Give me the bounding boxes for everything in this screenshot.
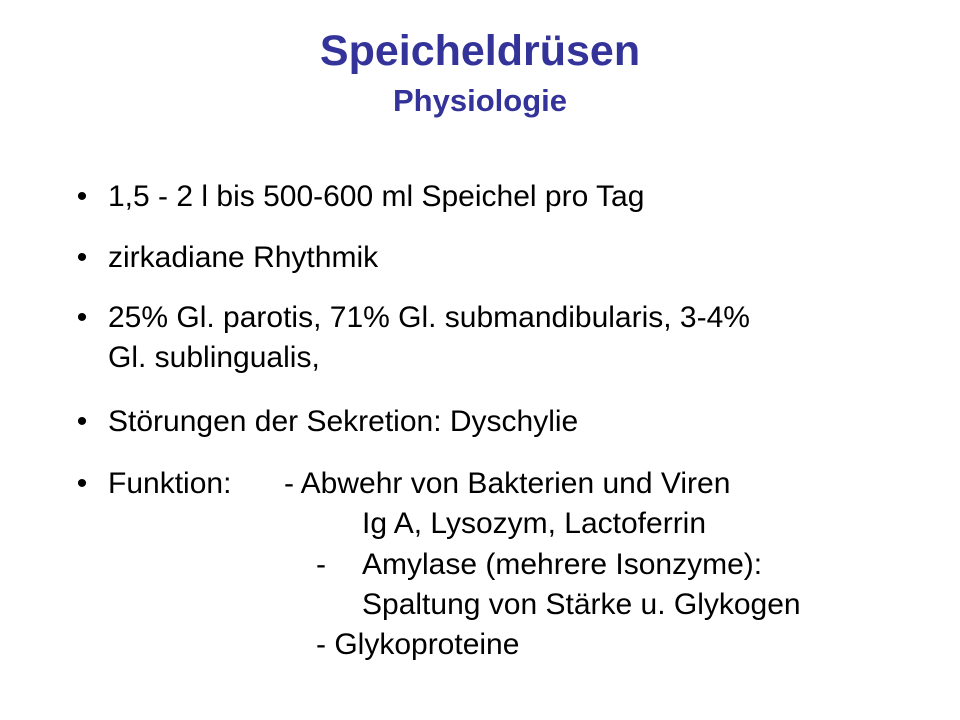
function-item-glycoproteins: - Glykoproteine [316, 628, 520, 661]
bullet-text: zirkadiane Rhythmik [108, 241, 379, 274]
bullet-dot-icon: • [76, 301, 88, 334]
function-label: Funktion: [108, 467, 232, 500]
bullet-text-line-1: 25% Gl. parotis, 71% Gl. submandibularis, 3-4% [108, 301, 750, 334]
bullet-text-line-2: Gl. sublingualis, [108, 341, 320, 374]
function-item-amylase-dash: - [316, 548, 326, 581]
bullet-dot-icon: • [76, 241, 88, 274]
bullet-dot-icon: • [76, 180, 88, 213]
bullet-text: Störungen der Sekretion: Dyschylie [108, 405, 579, 438]
function-item-defense-detail: Ig A, Lysozym, Lactoferrin [362, 507, 707, 540]
bullet-dot-icon: • [76, 467, 88, 500]
function-item-defense: - Abwehr von Bakterien und Viren [284, 467, 731, 500]
bullet-text: 1,5 - 2 l bis 500-600 ml Speichel pro Tag [108, 180, 645, 213]
slide-subtitle: Physiologie [393, 83, 567, 118]
bullet-dot-icon: • [76, 405, 88, 438]
function-item-amylase: Amylase (mehrere Isonzyme): [362, 548, 763, 581]
function-item-amylase-detail: Spaltung von Stärke u. Glykogen [362, 588, 801, 621]
slide-title: Speicheldrüsen [319, 27, 641, 75]
